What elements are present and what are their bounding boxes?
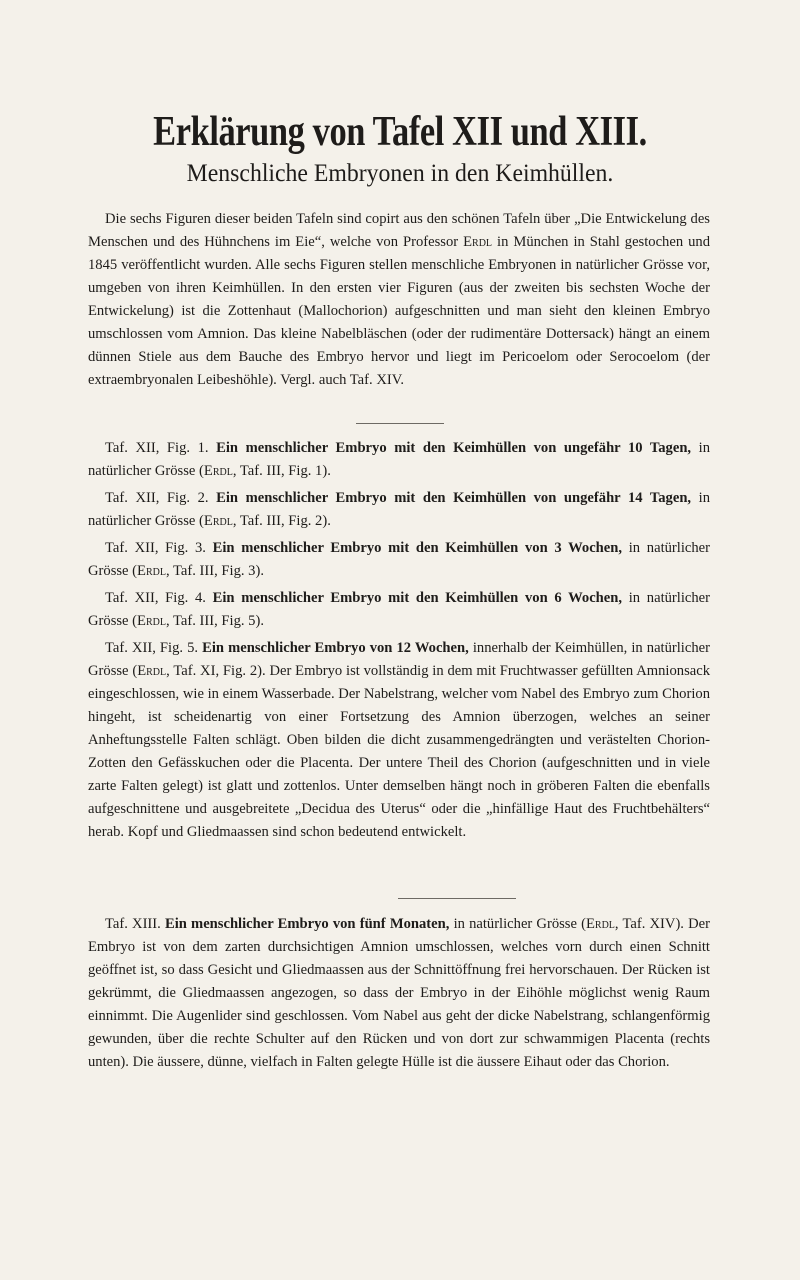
- plate-13-entry: [88, 913, 710, 1074]
- figure-text-post: , Taf. III, Fig. 2).: [232, 513, 331, 529]
- figure-ref: Taf. XII, Fig. 2.: [105, 490, 217, 506]
- figure-ref: Taf. XII, Fig. 4.: [105, 590, 213, 606]
- section-divider: [398, 898, 516, 899]
- figure-ref: Taf. XIII.: [105, 916, 165, 932]
- figure-text-pre: in natürlicher Grösse (: [88, 590, 710, 629]
- page-title: Erklärung von Tafel XII und XIII.: [153, 109, 647, 155]
- figure-text-pre: in natürlicher Grösse (: [88, 540, 710, 579]
- figure-text-post: , Taf. III, Fig. 3).: [165, 563, 264, 579]
- figure-heading: Ein menschlicher Embryo mit den Keimhüllen von 3 Wochen,: [212, 540, 623, 556]
- figure-heading: Ein menschlicher Embryo mit den Keimhüllen von ungefähr 14 Tagen,: [216, 490, 692, 506]
- author-name: Erdl: [586, 916, 615, 932]
- figure-heading: Ein menschlicher Embryo von 12 Wochen,: [202, 640, 469, 656]
- figure-text-post: , Taf. XI, Fig. 2). Der Embryo ist vollständig in dem mit Fruchtwasser gefüllten Amnionsack eingeschlossen, wie in einem Wasserbade. Der Nabelstrang, welcher vom Nabel des Embryo zum Chorion hingeht, ist scheidenartig von einer Fortsetzung des Amnion überzogen, welches an seiner Anheftungsstelle Falten schlägt. Oben bilden die dicht zusammengedrängten und verästelten Chorion-Zotten den Gefässkuchen oder die Placenta. Der untere Theil des Chorion (aufgeschnitten und in viele zarte Falten gelegt) ist glatt und zottenlos. Unter demselben hängt noch in gröberen Falten die ebenfalls aufgeschnittene und ausgebreitete „Decidua des Uterus“ oder die „hinfällige Haut des Fruchtbehälters“ herab. Kopf und Gliedmaassen sind schon bedeutend entwickelt.: [88, 663, 710, 840]
- figure-text-pre: in natürlicher Grösse (: [88, 490, 711, 529]
- author-name: Erdl: [203, 463, 233, 479]
- figure-text-pre: innerhalb der Keimhüllen, in natürlicher Grösse (: [88, 640, 710, 679]
- author-name: Erdl: [203, 513, 233, 529]
- figure-text-post: , Taf. III, Fig. 5).: [165, 613, 264, 629]
- figure-ref: Taf. XII, Fig. 1.: [105, 440, 217, 456]
- author-name: Erdl: [463, 234, 493, 250]
- figure-ref: Taf. XII, Fig. 5.: [105, 640, 203, 656]
- figure-entry: [88, 487, 710, 533]
- figure-text-post: , Taf. XIV). Der Embryo ist von dem zarten durchsichtigen Amnion umschlossen, welches vorn durch einen Schnitt geöffnet ist, so dass Gesicht und Gliedmaassen aus der Schnittöffnung frei hervorschauen. Der Rücken ist gekrümmt, die Gliedmaassen angezogen, so dass der Embryo in der Eihöhle möglichst wenig Raum einnimmt. Die Augenlider sind geschlossen. Vom Nabel aus geht der dicke Nabelstrang, schlangenförmig gewunden, über die rechte Schulter auf den Rücken und von dort zur schwammigen Placenta (rechts unten). Die äussere, dünne, vielfach in Falten gelegte Hülle ist die äussere Eihaut oder das Chorion.: [88, 916, 710, 1070]
- figure-ref: Taf. XII, Fig. 3.: [105, 540, 213, 556]
- figure-entry: [88, 437, 710, 483]
- intro-paragraph: [88, 208, 710, 392]
- figure-entry: [88, 587, 710, 633]
- figure-heading: Ein menschlicher Embryo mit den Keimhüllen von 6 Wochen,: [212, 590, 623, 606]
- figure-text-pre: in natürlicher Grösse (: [449, 916, 586, 932]
- intro-text: [88, 208, 710, 392]
- section-divider: [356, 423, 444, 424]
- figure-entry: [88, 537, 710, 583]
- figure-heading: Ein menschlicher Embryo von fünf Monaten,: [164, 916, 450, 932]
- figure-entry: [88, 637, 710, 844]
- author-name: Erdl: [137, 613, 166, 629]
- author-name: Erdl: [137, 663, 167, 679]
- figure-text-pre: in natürlicher Grösse (: [88, 440, 711, 479]
- intro-text-a: Die sechs Figuren dieser beiden Tafeln sind copirt aus den schönen Tafeln über „Die Entwickelung des Menschen und des Hühnchens im Eie“, welche von Professor: [88, 211, 710, 250]
- figure-text-post: , Taf. III, Fig. 1).: [232, 463, 331, 479]
- intro-text-b: in München in Stahl gestochen und 1845 veröffentlicht wurden. Alle sechs Figuren stellen menschliche Embryonen in natürlicher Grösse vor, umgeben von ihren Keimhüllen. In den ersten vier Figuren (aus der zweiten bis sechsten Woche der Entwickelung) ist die Zottenhaut (Mallochorion) aufgeschnitten und man sieht den kleinen Embryo umschlossen vom Amnion. Das kleine Nabelbläschen (oder der rudimentäre Dottersack) hängt an einem dünnen Stiele aus dem Bauche des Embryo hervor und liegt im Pericoelom oder Serocoelom (der extraembryonalen Leibeshöhle). Vergl. auch Taf. XIV.: [88, 234, 710, 388]
- figure-entry: [88, 913, 710, 1074]
- page-subtitle: Menschliche Embryonen in den Keimhüllen.: [186, 160, 614, 187]
- plate-12-figures: [88, 437, 710, 844]
- figure-heading: Ein menschlicher Embryo mit den Keimhüllen von ungefähr 10 Tagen,: [216, 440, 692, 456]
- author-name: Erdl: [137, 563, 166, 579]
